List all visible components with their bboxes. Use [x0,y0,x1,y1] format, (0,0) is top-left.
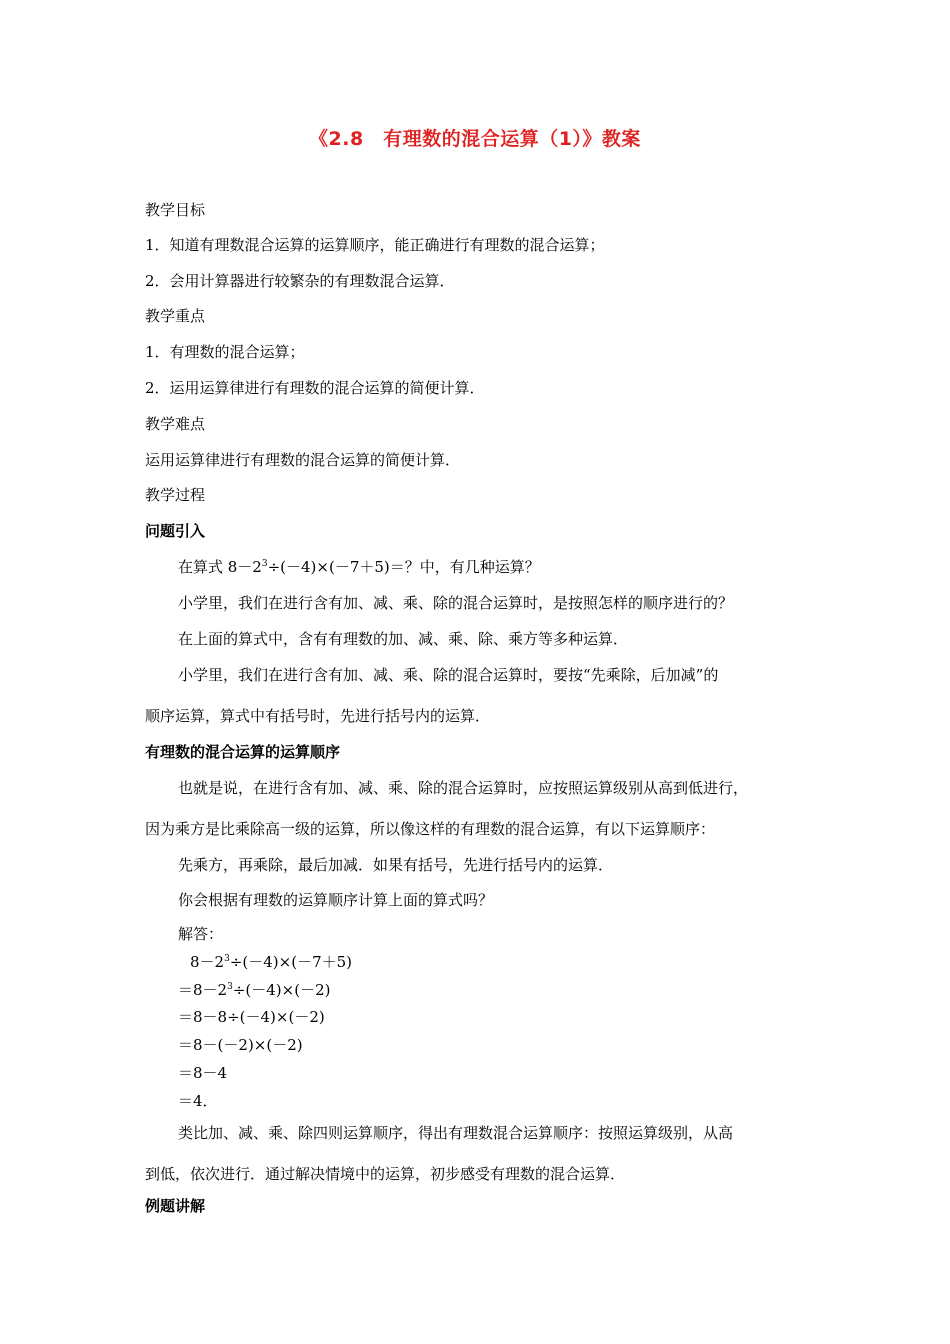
intro-paragraph-4b: 顺序运算，算式中有括号时，先进行括号内的运算． [145,707,491,725]
focus-heading: 教学重点 [145,307,206,325]
intro-question [178,557,540,577]
difficulty-heading: 教学难点 [145,415,206,433]
answer-label: 解答： [178,925,224,943]
examples-heading: 例题讲解 [145,1197,206,1215]
calc-step-2 [178,980,330,1000]
calc-step-2-post: ÷(－4)×(－2) [232,981,331,999]
difficulty-item-1: 运用运算律进行有理数的混合运算的简便计算． [145,451,461,469]
intro-heading: 问题引入 [145,522,206,540]
calc-step-1-pre: 8－2 [190,953,225,971]
summary-paragraph-b: 到低，依次进行．通过解决情境中的运算，初步感受有理数的混合运算． [145,1165,626,1183]
calc-step-4: ＝8－(－2)×(－2) [178,1036,303,1054]
focus-item-1: 1．有理数的混合运算； [145,343,305,361]
intro-paragraph-2: 小学里，我们在进行含有加、减、乘、除的混合运算时，是按照怎样的顺序进行的？ [178,594,734,612]
intro-question-pre: 在算式 8－2 [178,558,262,576]
document-title: 《2.8 有理数的混合运算（1）》教案 [309,128,641,150]
calc-step-1-post: ÷(－4)×(－7＋5) [229,953,353,971]
calc-step-5: ＝8－4 [178,1064,228,1082]
intro-question-exponent: 3 [261,559,268,569]
intro-paragraph-3: 在上面的算式中，含有有理数的加、减、乘、除、乘方等多种运算． [178,630,629,648]
calc-step-3: ＝8－8÷(－4)×(－2) [178,1008,325,1026]
calc-step-2-pre: ＝8－2 [178,981,228,999]
calc-step-1 [190,952,352,972]
order-paragraph-3: 你会根据有理数的运算顺序计算上面的算式吗？ [178,891,494,909]
summary-paragraph-a: 类比加、减、乘、除四则运算顺序，得出有理数混合运算顺序：按照运算级别，从高 [178,1124,734,1142]
order-paragraph-2: 先乘方，再乘除，最后加减．如果有括号，先进行括号内的运算． [178,856,614,874]
order-paragraph-1a: 也就是说，在进行含有加、减、乘、除的混合运算时，应按照运算级别从高到低进行， [178,779,749,797]
intro-question-post: ÷(－4)×(－7＋5)＝？中，有几种运算？ [267,558,540,576]
order-heading: 有理数的混合运算的运算顺序 [145,743,341,761]
intro-paragraph-4a: 小学里，我们在进行含有加、减、乘、除的混合运算时，要按“先乘除，后加减”的 [178,666,719,684]
process-heading: 教学过程 [145,486,206,504]
goal-item-2: 2．会用计算器进行较繁杂的有理数混合运算． [145,272,455,290]
focus-item-2: 2．运用运算律进行有理数的混合运算的简便计算． [145,379,485,397]
goal-item-1: 1．知道有理数混合运算的运算顺序，能正确进行有理数的混合运算； [145,236,605,254]
order-paragraph-1b: 因为乘方是比乘除高一级的运算，所以像这样的有理数的混合运算，有以下运算顺序： [145,820,716,838]
calc-step-1-exponent: 3 [224,954,230,964]
calc-step-2-exponent: 3 [227,982,233,992]
goals-heading: 教学目标 [145,201,206,219]
calc-step-6: ＝4． [178,1092,218,1110]
